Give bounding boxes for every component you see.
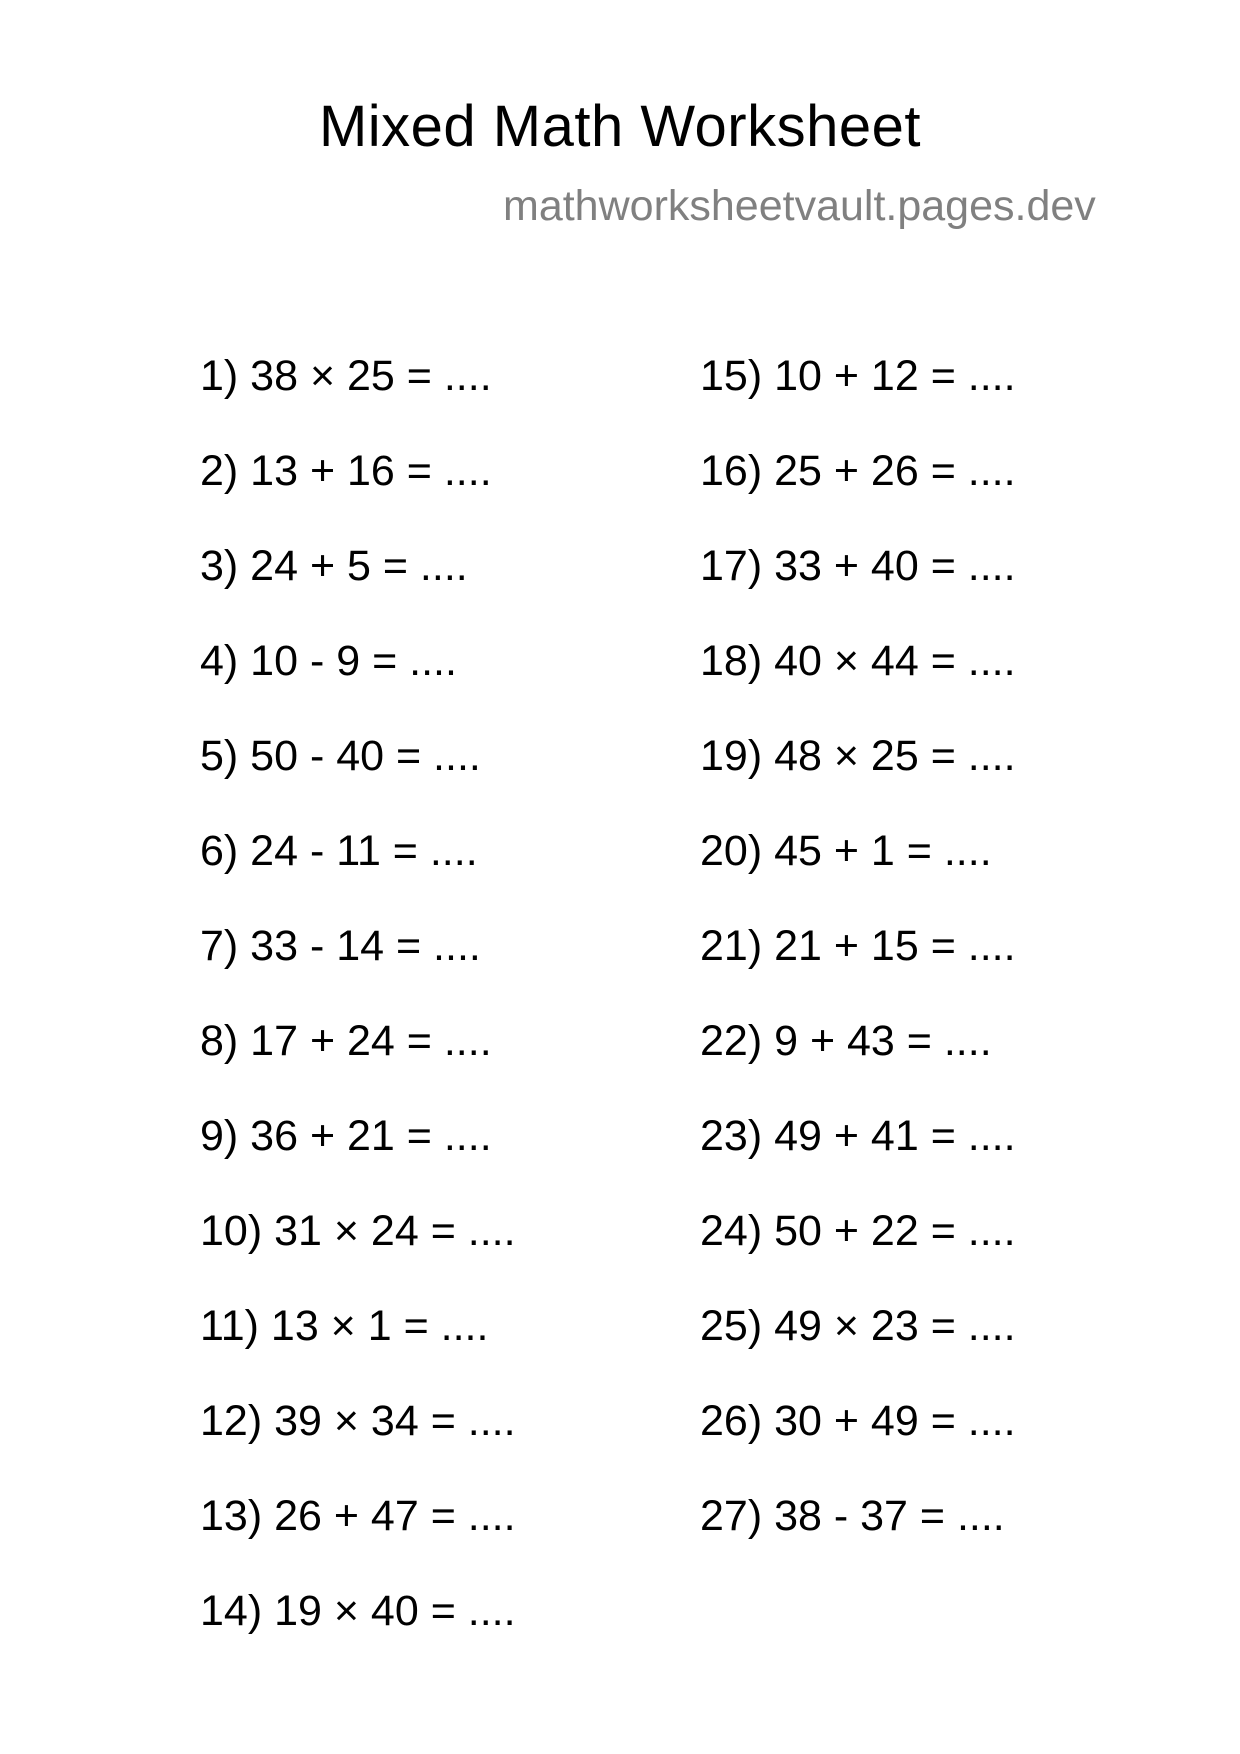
- problem-item: 19) 48 × 25 = ....: [700, 732, 1016, 780]
- problem-item: 22) 9 + 43 = ....: [700, 1017, 992, 1065]
- problem-item: 10) 31 × 24 = ....: [200, 1207, 516, 1255]
- problem-item: 25) 49 × 23 = ....: [700, 1302, 1016, 1350]
- problem-item: 15) 10 + 12 = ....: [700, 352, 1016, 400]
- problem-column-left: [200, 351, 516, 1681]
- problem-item: 6) 24 - 11 = ....: [200, 827, 478, 875]
- problem-item: 7) 33 - 14 = ....: [200, 922, 481, 970]
- problem-item: 14) 19 × 40 = ....: [200, 1587, 516, 1635]
- problem-item: 11) 13 × 1 = ....: [200, 1302, 489, 1350]
- problem-item: 12) 39 × 34 = ....: [200, 1397, 516, 1445]
- problem-column-right: [700, 351, 1016, 1586]
- problem-item: 8) 17 + 24 = ....: [200, 1017, 492, 1065]
- problem-item: 24) 50 + 22 = ....: [700, 1207, 1016, 1255]
- problem-item: 17) 33 + 40 = ....: [700, 542, 1016, 590]
- problem-item: 9) 36 + 21 = ....: [200, 1112, 492, 1160]
- problem-item: 21) 21 + 15 = ....: [700, 922, 1016, 970]
- problem-item: 26) 30 + 49 = ....: [700, 1397, 1016, 1445]
- problem-item: 1) 38 × 25 = ....: [200, 352, 492, 400]
- problem-item: 4) 10 - 9 = ....: [200, 637, 457, 685]
- problem-item: 13) 26 + 47 = ....: [200, 1492, 516, 1540]
- problem-item: 16) 25 + 26 = ....: [700, 447, 1016, 495]
- problem-item: 23) 49 + 41 = ....: [700, 1112, 1016, 1160]
- page-title: Mixed Math Worksheet: [318, 94, 922, 159]
- problem-item: 20) 45 + 1 = ....: [700, 827, 992, 875]
- problem-item: 18) 40 × 44 = ....: [700, 637, 1016, 685]
- problem-item: 5) 50 - 40 = ....: [200, 732, 481, 780]
- problem-item: 2) 13 + 16 = ....: [200, 447, 492, 495]
- problem-item: 27) 38 - 37 = ....: [700, 1492, 1005, 1540]
- problem-item: 3) 24 + 5 = ....: [200, 542, 468, 590]
- site-url: mathworksheetvault.pages.dev: [503, 182, 1096, 230]
